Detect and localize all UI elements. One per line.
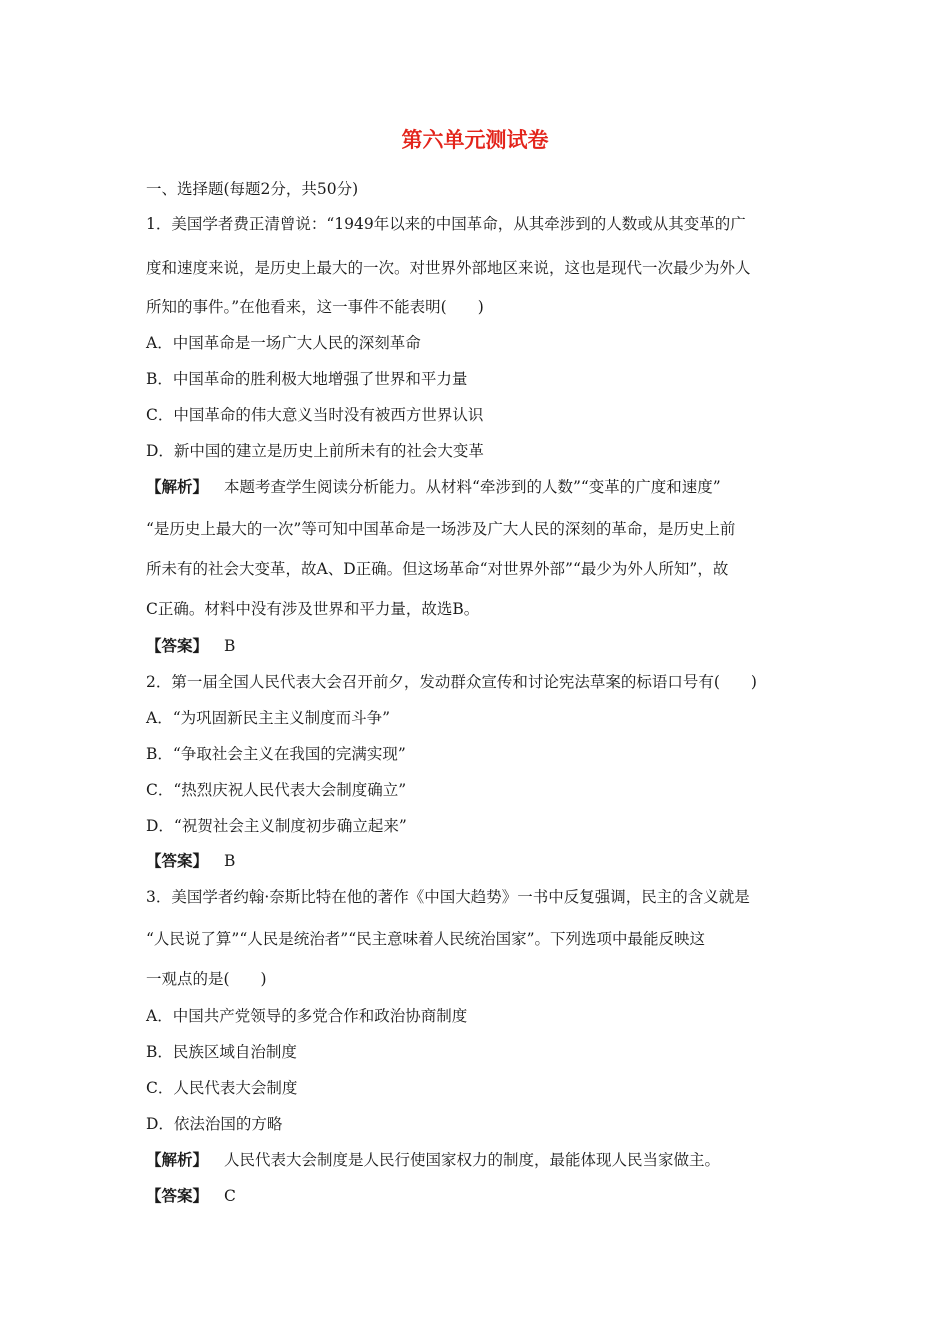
q3-answer-tag: 【答案】 bbox=[146, 1186, 209, 1205]
q1-answer-line bbox=[146, 634, 235, 656]
q2-option-b: B．“争取社会主义在我国的完满实现” bbox=[146, 745, 406, 763]
q3-stem-line-3: 一观点的是( ) bbox=[146, 970, 267, 988]
q2-answer-tag: 【答案】 bbox=[146, 851, 209, 870]
section-heading: 一、选择题(每题2分，共50分) bbox=[146, 180, 359, 198]
q1-stem-line-1: 1．美国学者费正清曾说：“1949年以来的中国革命，从其牵涉到的人数或从其变革的广 bbox=[146, 215, 746, 233]
q1-analysis-line-4: C正确。材料中没有涉及世界和平力量，故选B。 bbox=[146, 600, 480, 618]
q2-answer-value: B bbox=[224, 852, 236, 870]
q2-option-d: D．“祝贺社会主义制度初步确立起来” bbox=[146, 817, 407, 835]
q3-option-c: C．人民代表大会制度 bbox=[146, 1079, 298, 1097]
q1-analysis-line-3: 所未有的社会大变革，故A、D正确。但这场革命“对世界外部”“最少为外人所知”，故 bbox=[146, 560, 729, 578]
q1-stem-line-3: 所知的事件。”在他看来，这一事件不能表明( ) bbox=[146, 298, 484, 316]
q3-answer-line bbox=[146, 1184, 236, 1206]
q1-option-a: A．中国革命是一场广大人民的深刻革命 bbox=[146, 334, 421, 352]
q3-analysis-line bbox=[146, 1148, 720, 1170]
q1-option-b: B．中国革命的胜利极大地增强了世界和平力量 bbox=[146, 370, 468, 388]
q2-answer-line bbox=[146, 849, 235, 871]
q1-answer-value: B bbox=[224, 637, 236, 655]
q3-option-a: A．中国共产党领导的多党合作和政治协商制度 bbox=[146, 1007, 468, 1025]
q2-option-a: A．“为巩固新民主主义制度而斗争” bbox=[146, 709, 391, 727]
q3-option-b: B．民族区域自治制度 bbox=[146, 1043, 297, 1061]
q1-analysis-tag: 【解析】 bbox=[146, 477, 209, 496]
q3-analysis-tag: 【解析】 bbox=[146, 1150, 209, 1169]
q3-analysis-text: 人民代表大会制度是人民行使国家权力的制度，最能体现人民当家做主。 bbox=[224, 1151, 721, 1169]
q1-analysis-line-1 bbox=[146, 475, 721, 497]
q3-stem-line-2: “人民说了算”“人民是统治者”“民主意味着人民统治国家”。下列选项中最能反映这 bbox=[146, 930, 706, 948]
q1-option-c: C．中国革命的伟大意义当时没有被西方世界认识 bbox=[146, 406, 484, 424]
q1-stem-line-2: 度和速度来说，是历史上最大的一次。对世界外部地区来说，这也是现代一次最少为外人 bbox=[146, 259, 751, 277]
q2-stem: 2．第一届全国人民代表大会召开前夕，发动群众宣传和讨论宪法草案的标语口号有( ) bbox=[146, 673, 757, 691]
q1-option-d: D．新中国的建立是历史上前所未有的社会大变革 bbox=[146, 442, 484, 460]
page-title: 第六单元测试卷 bbox=[401, 128, 549, 152]
q2-option-c: C．“热烈庆祝人民代表大会制度确立” bbox=[146, 781, 407, 799]
q3-option-d: D．依法治国的方略 bbox=[146, 1115, 283, 1133]
q1-analysis-text-1: 本题考查学生阅读分析能力。从材料“牵涉到的人数”“变革的广度和速度” bbox=[224, 478, 721, 496]
q3-answer-value: C bbox=[224, 1187, 236, 1205]
q1-analysis-line-2: “是历史上最大的一次”等可知中国革命是一场涉及广大人民的深刻的革命，是历史上前 bbox=[146, 520, 736, 538]
q1-answer-tag: 【答案】 bbox=[146, 636, 209, 655]
q3-stem-line-1: 3．美国学者约翰·奈斯比特在他的著作《中国大趋势》一书中反复强调，民主的含义就是 bbox=[146, 888, 750, 906]
